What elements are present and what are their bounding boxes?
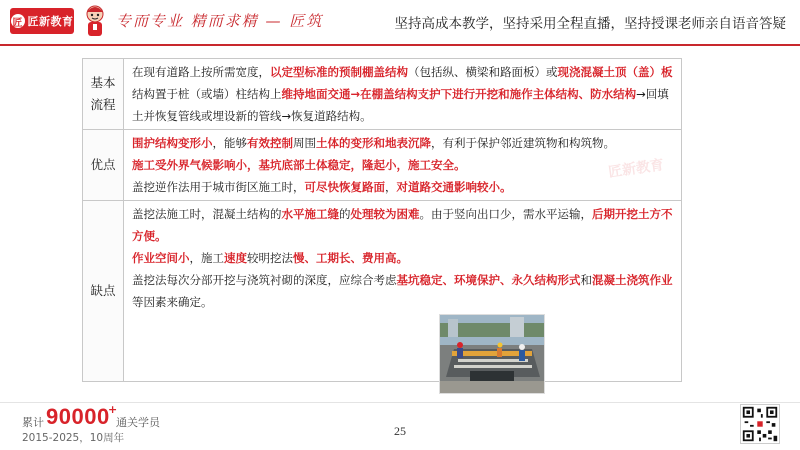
body-text: 盖挖法每次分部开挖与浇筑衬砌的深度，应综合考虑	[132, 273, 397, 287]
content-paragraph	[132, 203, 673, 247]
stats-prefix: 累计	[22, 416, 44, 429]
highlight-text: 施工受外界气候影响小，基坑底部土体稳定，隆起小，施工安全。	[132, 158, 466, 172]
highlight-text: 速度	[224, 251, 247, 265]
highlight-text: 有效控制	[247, 136, 293, 150]
row-label: 缺点	[83, 201, 124, 382]
content-paragraph	[132, 132, 673, 154]
mascot-icon	[82, 4, 108, 38]
body-text: →回填土并恢复管线或埋设新的管线→恢复道路结构。	[132, 87, 669, 123]
stats-plus: +	[108, 403, 118, 416]
content-paragraph	[132, 247, 673, 269]
anniversary-text: 2015-2025，10周年	[22, 432, 125, 444]
row-content	[124, 130, 682, 201]
footer-divider	[0, 402, 800, 403]
body-text: ，施工	[189, 251, 224, 265]
row-content	[124, 201, 682, 382]
body-text: 。由于竖向出口少，需水平运输，	[419, 207, 592, 221]
highlight-text: 水平施工缝	[281, 207, 339, 221]
body-text: （包括纵、横梁和路面板）或	[408, 65, 558, 79]
highlight-text: 作业空间小	[132, 251, 190, 265]
table-row	[83, 59, 682, 130]
row-label: 优点	[83, 130, 124, 201]
body-text: 等因素来确定。	[132, 295, 213, 309]
highlight-text: 以定型标准的预制棚盖结构	[270, 65, 408, 79]
slogan-script: 专而专业 精而求精 — 匠筑	[116, 12, 324, 30]
body-text: 结构置于桩（或墙）柱结构上	[132, 87, 282, 101]
body-text: ，能够	[212, 136, 247, 150]
comparison-table	[82, 58, 682, 382]
content-paragraph	[132, 154, 673, 176]
graduate-stats	[22, 404, 222, 444]
construction-site-photo	[439, 314, 545, 394]
body-text: 在现有道路上按所需宽度，	[132, 65, 270, 79]
table-row	[83, 130, 682, 201]
body-text: ，有利于保护邻近建筑物和构筑物。	[431, 136, 615, 150]
highlight-text: 土体的变形和地表沉降	[316, 136, 431, 150]
highlight-text: 可尽快恢复路面	[304, 180, 385, 194]
brand-logo-icon: 匠	[11, 14, 25, 28]
highlight-text: 处理较为困难	[350, 207, 420, 221]
page-number: 25	[394, 424, 406, 438]
body-text: ，	[385, 180, 397, 194]
body-text: 较明挖法	[247, 251, 293, 265]
body-text: 周围	[293, 136, 316, 150]
header	[0, 0, 800, 44]
highlight-text: 混凝土浇筑作业	[592, 273, 673, 287]
highlight-text: 慢、工期长、费用高。	[293, 251, 408, 265]
watermark: 匠新教育	[607, 157, 665, 181]
highlight-text: 现浇混凝土顶（盖）板	[557, 65, 673, 79]
qr-code-icon[interactable]	[740, 404, 780, 444]
body-text: 盖挖逆作法用于城市街区施工时，	[132, 180, 305, 194]
body-text: 和	[580, 273, 592, 287]
table-row	[83, 201, 682, 382]
content-paragraph	[132, 61, 673, 127]
stats-suffix: 通关学员	[116, 416, 160, 429]
row-content	[124, 59, 682, 130]
highlight-text: 围护结构变形小	[132, 136, 213, 150]
brand-name: 匠新教育	[27, 15, 74, 28]
body-text: 的	[339, 207, 351, 221]
table-body	[83, 59, 682, 382]
highlight-text: 维持地面交通→在棚盖结构支护下进行开挖和施作主体结构、防水结构	[281, 87, 637, 101]
highlight-text: 对道路交通影响较小。	[396, 180, 512, 194]
header-tagline: 坚持高成本教学，坚持采用全程直播，坚持授课老师亲自语音答疑	[394, 16, 786, 32]
highlight-text: 基坑稳定、环境保护、永久结构形式	[396, 273, 581, 287]
header-divider	[0, 44, 800, 46]
content-paragraph	[132, 176, 673, 198]
brand-logo[interactable]	[10, 8, 74, 34]
row-label: 基本流程	[83, 59, 124, 130]
stats-count: 90000	[46, 404, 110, 429]
content-paragraph	[132, 269, 673, 313]
highlight-text: 后期开挖土方不方便。	[132, 207, 673, 243]
body-text: 盖挖法施工时，混凝土结构的	[132, 207, 282, 221]
